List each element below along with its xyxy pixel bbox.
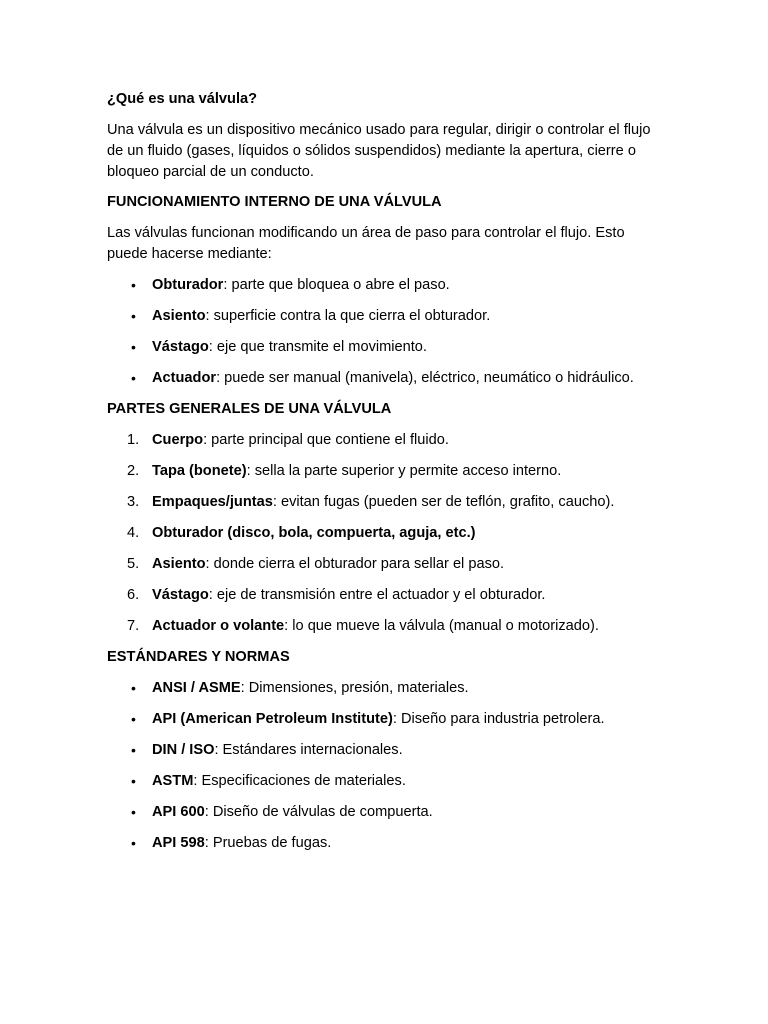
item-term: ANSI / ASME (152, 680, 241, 696)
item-desc: : Especificaciones de materiales. (193, 773, 406, 789)
item-desc: : lo que mueve la válvula (manual o motorizado). (284, 618, 599, 634)
list-item (107, 771, 667, 792)
item-term: Asiento (152, 308, 206, 324)
document-page (107, 89, 667, 864)
item-term: Obturador (disco, bola, compuerta, aguja, etc.) (152, 525, 476, 541)
item-term: Asiento (152, 556, 206, 572)
item-term: Vástago (152, 339, 209, 355)
item-term: API (American Petroleum Institute) (152, 711, 393, 727)
standards-list (107, 678, 667, 854)
item-term: Actuador (152, 370, 217, 386)
section-title-standards: ESTÁNDARES Y NORMAS (107, 649, 290, 665)
list-item (107, 678, 667, 699)
list-item (107, 585, 667, 606)
item-term: Tapa (bonete) (152, 463, 247, 479)
list-item (107, 554, 667, 575)
item-number: 1. (127, 432, 140, 448)
item-desc: : eje que transmite el movimiento. (208, 339, 427, 355)
bullet-icon: • (131, 339, 136, 355)
item-desc: : Diseño para industria petrolera. (392, 711, 605, 727)
section-title-functioning: FUNCIONAMIENTO INTERNO DE UNA VÁLVULA (107, 194, 442, 210)
item-desc: : eje de transmisión entre el actuador y el obturador. (208, 587, 546, 603)
list-item (107, 523, 667, 544)
item-term: Obturador (152, 277, 224, 293)
item-desc: : donde cierra el obturador para sellar el paso. (205, 556, 505, 572)
item-desc: : Diseño de válvulas de compuerta. (204, 804, 433, 820)
item-desc: : parte que bloquea o abre el paso. (223, 277, 450, 293)
item-number: 6. (127, 587, 140, 603)
item-number: 5. (127, 556, 140, 572)
item-term: Cuerpo (152, 432, 204, 448)
item-term: DIN / ISO (152, 742, 215, 758)
functioning-list (107, 275, 667, 389)
section-title-what-is: ¿Qué es una válvula? (107, 91, 258, 107)
list-item (107, 430, 667, 451)
list-item (107, 833, 667, 854)
bullet-icon: • (131, 370, 136, 386)
item-desc: : puede ser manual (manivela), eléctrico, neumático o hidráulico. (216, 370, 634, 386)
item-number: 4. (127, 525, 140, 541)
item-number: 2. (127, 463, 140, 479)
list-item (107, 275, 667, 296)
list-item (107, 740, 667, 761)
item-desc: : Dimensiones, presión, materiales. (240, 680, 469, 696)
bullet-icon: • (131, 680, 136, 696)
list-item (107, 802, 667, 823)
list-item (107, 337, 667, 358)
item-term: Empaques/juntas (152, 494, 273, 510)
item-desc: : sella la parte superior y permite acceso interno. (246, 463, 562, 479)
bullet-icon: • (131, 742, 136, 758)
item-term: API 600 (152, 804, 205, 820)
bullet-icon: • (131, 804, 136, 820)
bullet-icon: • (131, 835, 136, 851)
functioning-intro-paragraph: Las válvulas funcionan modificando un área de paso para controlar el flujo. Esto puede hacerse mediante: (107, 225, 625, 262)
item-number: 7. (127, 618, 140, 634)
item-desc: : Pruebas de fugas. (204, 835, 332, 851)
bullet-icon: • (131, 711, 136, 727)
parts-list (107, 430, 667, 637)
section-title-parts: PARTES GENERALES DE UNA VÁLVULA (107, 401, 392, 417)
item-term: ASTM (152, 773, 194, 789)
item-term: Vástago (152, 587, 209, 603)
bullet-icon: • (131, 277, 136, 293)
item-desc: : superficie contra la que cierra el obturador. (205, 308, 491, 324)
bullet-icon: • (131, 773, 136, 789)
item-number: 3. (127, 494, 140, 510)
list-item (107, 368, 667, 389)
list-item (107, 492, 667, 513)
list-item (107, 306, 667, 327)
item-desc: : Estándares internacionales. (214, 742, 403, 758)
item-desc: : evitan fugas (pueden ser de teflón, grafito, caucho). (272, 494, 615, 510)
definition-paragraph: Una válvula es un dispositivo mecánico usado para regular, dirigir o controlar el flujo de un fluido (gases, líquidos o sólidos suspendidos) mediante la apertura, cierre o bloqueo parcial de un conducto. (107, 122, 651, 180)
item-desc: : parte principal que contiene el fluido. (203, 432, 449, 448)
item-term: Actuador o volante (152, 618, 285, 634)
bullet-icon: • (131, 308, 136, 324)
list-item (107, 461, 667, 482)
list-item (107, 616, 667, 637)
item-term: API 598 (152, 835, 205, 851)
list-item (107, 709, 667, 730)
